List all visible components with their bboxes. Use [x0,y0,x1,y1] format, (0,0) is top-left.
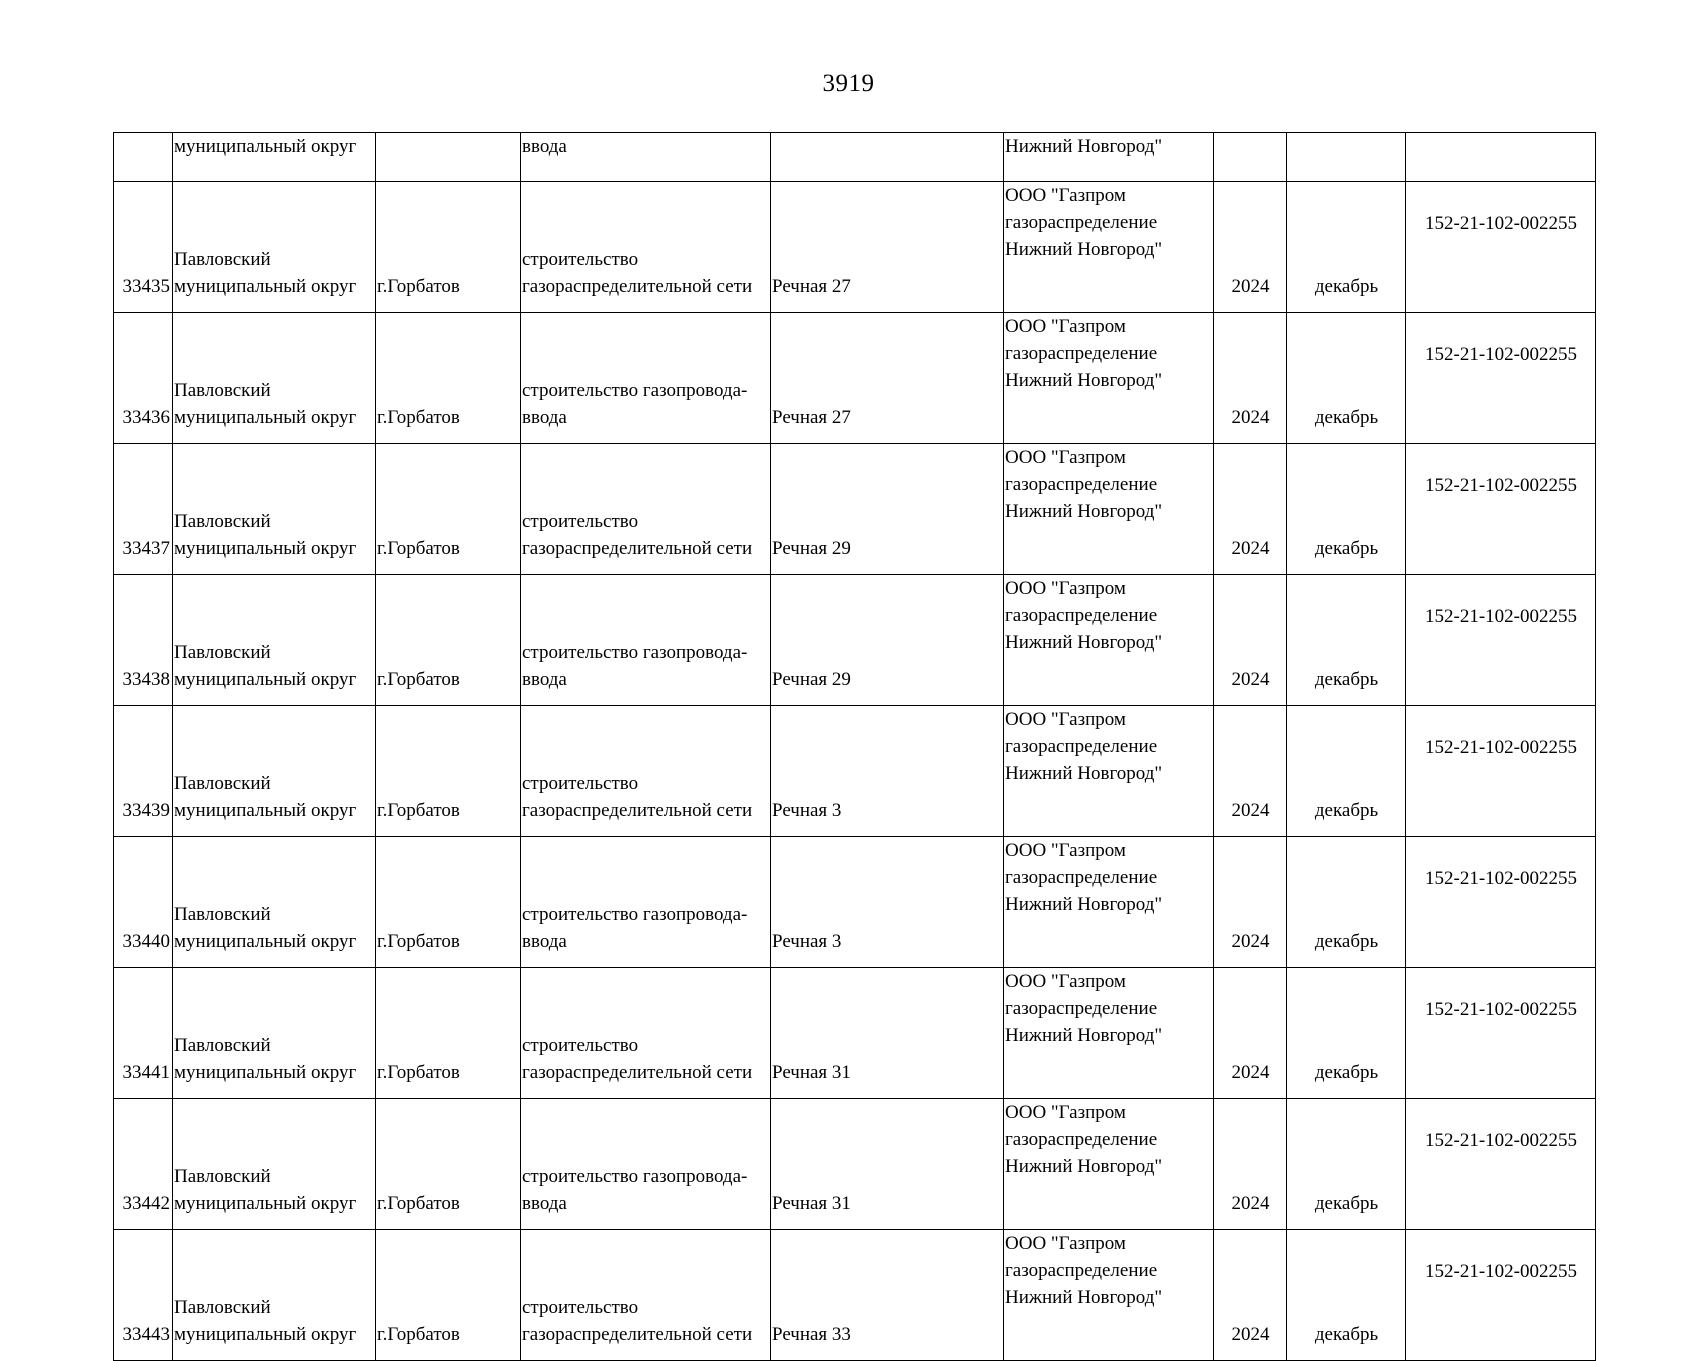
cell-address [771,133,1004,182]
cell-year: 2024 [1214,968,1287,1099]
cell-num: 33439 [114,706,173,837]
gas-works-table [113,132,1596,1361]
cell-reg: 152-21-102-002255 [1406,837,1596,968]
cell-settlement: г.Горбатов [376,182,521,313]
cell-num: 33442 [114,1099,173,1230]
cell-year: 2024 [1214,575,1287,706]
cell-reg: 152-21-102-002255 [1406,575,1596,706]
table-row [114,706,1596,837]
cell-year: 2024 [1214,1099,1287,1230]
cell-month: декабрь [1287,1099,1406,1230]
cell-org: ООО "Газпром газораспределение Нижний Новгород" [1004,575,1214,706]
page-number: 3919 [822,70,875,97]
cell-reg: 152-21-102-002255 [1406,313,1596,444]
cell-year: 2024 [1214,706,1287,837]
cell-org: ООО "Газпром газораспределение Нижний Новгород" [1004,444,1214,575]
cell-year [1214,133,1287,182]
cell-reg: 152-21-102-002255 [1406,444,1596,575]
cell-month: декабрь [1287,968,1406,1099]
cell-address: Речная 29 [771,444,1004,575]
cell-district: Павловский муниципальный округ [173,444,376,575]
cell-address: Речная 3 [771,706,1004,837]
cell-settlement: г.Горбатов [376,837,521,968]
cell-num: 33441 [114,968,173,1099]
cell-month: декабрь [1287,444,1406,575]
cell-address: Речная 31 [771,968,1004,1099]
cell-address: Речная 27 [771,182,1004,313]
cell-month: декабрь [1287,837,1406,968]
cell-district: Павловский муниципальный округ [173,1099,376,1230]
cell-district: Павловский муниципальный округ [173,182,376,313]
cell-work: строительство газопровода- ввода [521,1099,771,1230]
cell-address: Речная 27 [771,313,1004,444]
cell-month: декабрь [1287,1230,1406,1361]
cell-settlement: г.Горбатов [376,444,521,575]
cell-org: ООО "Газпром газораспределение Нижний Новгород" [1004,968,1214,1099]
table-row [114,1230,1596,1361]
cell-settlement: г.Горбатов [376,575,521,706]
cell-month: декабрь [1287,706,1406,837]
cell-num: 33440 [114,837,173,968]
cell-work: ввода [521,133,771,182]
cell-month: декабрь [1287,575,1406,706]
cell-work: строительство газораспределительной сети [521,1230,771,1361]
cell-work: строительство газораспределительной сети [521,706,771,837]
cell-year: 2024 [1214,837,1287,968]
cell-settlement [376,133,521,182]
cell-reg: 152-21-102-002255 [1406,1099,1596,1230]
cell-settlement: г.Горбатов [376,968,521,1099]
cell-settlement: г.Горбатов [376,1230,521,1361]
table-row [114,968,1596,1099]
cell-num: 33438 [114,575,173,706]
cell-year: 2024 [1214,444,1287,575]
cell-district: Павловский муниципальный округ [173,968,376,1099]
cell-settlement: г.Горбатов [376,1099,521,1230]
cell-reg: 152-21-102-002255 [1406,1230,1596,1361]
table-row [114,575,1596,706]
table-row [114,1099,1596,1230]
cell-address: Речная 33 [771,1230,1004,1361]
table-row [114,313,1596,444]
cell-settlement: г.Горбатов [376,706,521,837]
table-row [114,182,1596,313]
cell-org: ООО "Газпром газораспределение Нижний Новгород" [1004,1099,1214,1230]
cell-address: Речная 29 [771,575,1004,706]
cell-reg [1406,133,1596,182]
cell-district: Павловский муниципальный округ [173,575,376,706]
table-row [114,837,1596,968]
cell-year: 2024 [1214,1230,1287,1361]
cell-org: ООО "Газпром газораспределение Нижний Новгород" [1004,313,1214,444]
cell-work: строительство газопровода- ввода [521,837,771,968]
cell-num: 33443 [114,1230,173,1361]
cell-settlement: г.Горбатов [376,313,521,444]
cell-reg: 152-21-102-002255 [1406,706,1596,837]
cell-org: Нижний Новгород" [1004,133,1214,182]
cell-org: ООО "Газпром газораспределение Нижний Новгород" [1004,182,1214,313]
cell-num: 33437 [114,444,173,575]
cell-org: ООО "Газпром газораспределение Нижний Новгород" [1004,837,1214,968]
cell-reg: 152-21-102-002255 [1406,182,1596,313]
cell-work: строительство газораспределительной сети [521,182,771,313]
cell-work: строительство газораспределительной сети [521,968,771,1099]
cell-work: строительство газопровода- ввода [521,575,771,706]
table-row [114,444,1596,575]
cell-num: 33435 [114,182,173,313]
cell-month: декабрь [1287,182,1406,313]
cell-num [114,133,173,182]
cell-reg: 152-21-102-002255 [1406,968,1596,1099]
cell-month [1287,133,1406,182]
table-row-continuation [114,133,1596,182]
cell-work: строительство газораспределительной сети [521,444,771,575]
cell-year: 2024 [1214,313,1287,444]
cell-org: ООО "Газпром газораспределение Нижний Новгород" [1004,1230,1214,1361]
cell-address: Речная 31 [771,1099,1004,1230]
cell-org: ООО "Газпром газораспределение Нижний Новгород" [1004,706,1214,837]
cell-district: муниципальный округ [173,133,376,182]
cell-num: 33436 [114,313,173,444]
cell-year: 2024 [1214,182,1287,313]
cell-work: строительство газопровода- ввода [521,313,771,444]
cell-district: Павловский муниципальный округ [173,837,376,968]
cell-district: Павловский муниципальный округ [173,1230,376,1361]
cell-address: Речная 3 [771,837,1004,968]
cell-month: декабрь [1287,313,1406,444]
cell-district: Павловский муниципальный округ [173,313,376,444]
cell-district: Павловский муниципальный округ [173,706,376,837]
